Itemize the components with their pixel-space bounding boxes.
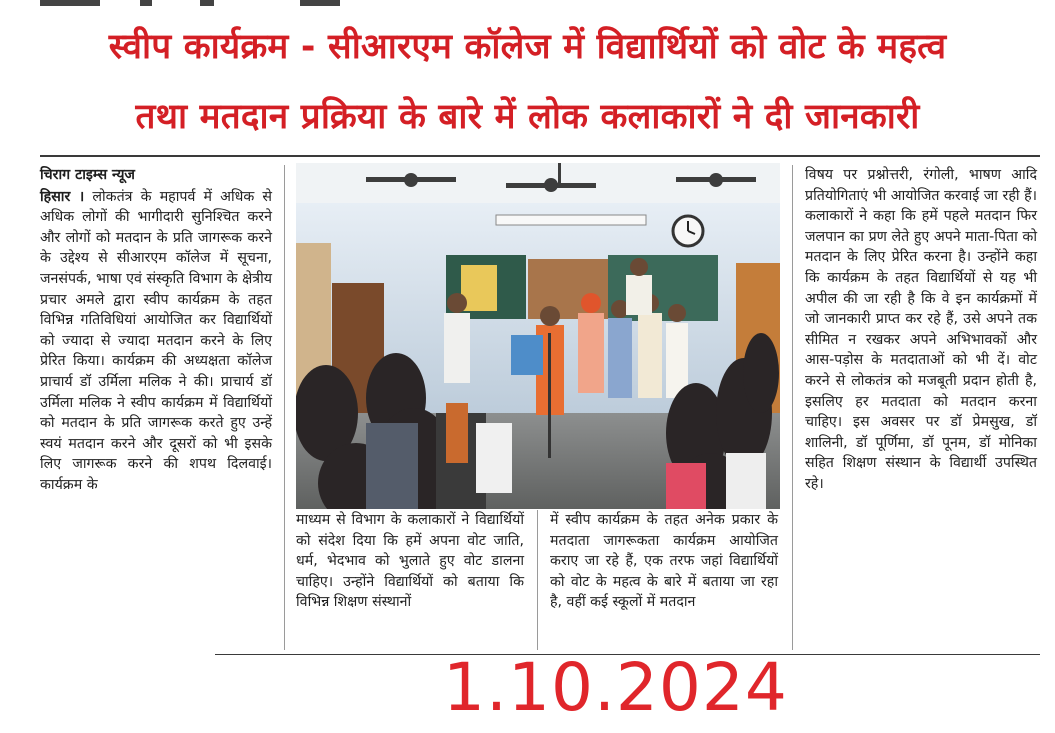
article-column-2 <box>296 510 524 613</box>
column-2-text: माध्यम से विभाग के कलाकारों ने विद्यार्थियों को संदेश दिया कि हमें अपना वोट जाति, धर्म, भेदभाव को भुलाते हुए वोट डालना चाहिए। उन्होंने विद्यार्थियों को बताया कि विभिन्न शिक्षण संस्थानों <box>296 512 524 611</box>
column-1-text: लोकतंत्र के महापर्व में अधिक से अधिक लोगों की भागीदारी सुनिश्चित करने और लोगों को मतदान के प्रति जागरूक करने के उद्देश्य से सीआरएम कॉलेज में सूचना, जनसंपर्क, भाषा एवं संस्कृति विभाग के क्षेत्रीय प्रचार अमले द्वारा स्वीप कार्यक्रम के तहत विभिन्न गतिविधियां आयोजित कर विद्यार्थियों को ज्यादा से ज्यादा मतदान करने के लिए प्रेरित किया। कार्यक्रम की अध्यक्षता कॉलेज प्राचार्य डॉ उर्मिला मलिक ने की। प्राचार्य डॉ उर्मिला मलिक ने स्वीप कार्यक्रम में विद्यार्थियों को मतदान के प्रति जागरूक करते हुए उन्हें स्वयं मतदान करने और दूसरों को भी इसके लिए जागरूक करने की शपथ दिलवाई। कार्यक्रम के <box>40 188 272 493</box>
article-column-3 <box>550 510 778 613</box>
byline: चिराग टाइम्स न्यूज <box>40 167 135 183</box>
headline-rule <box>40 155 1040 157</box>
column-divider <box>537 510 538 650</box>
column-divider <box>792 165 793 650</box>
publication-date: 1.10.2024 <box>443 649 788 726</box>
headline-line-1: स्वीप कार्यक्रम - सीआरएम कॉलेज में विद्यार्थियों को वोट के महत्व <box>108 27 947 67</box>
column-divider <box>284 165 285 650</box>
column-4-text: विषय पर प्रश्नोत्तरी, रंगोली, भाषण आदि प्रतियोगिताएं भी आयोजित करवाई जा रही हैं। कलाकारों ने कहा कि हमें पहले मतदान फिर जलपान का प्रण लेते हुए अपने माता-पिता को मतदान के लिए प्रेरित करना है। उन्होंने कहा कि कार्यक्रम के तहत विद्यार्थियों से यह भी अपील की जा रही है कि वे इन कार्यक्रमों में जो जानकारी प्राप्त कर रहे हैं, उसे अपने तक सीमित न रखकर अपने अभिभावकों और आस-पड़ोस के मतदाताओं को भी दें। वोट करने से लोकतंत्र को मजबूती प्रदान होती है, इसलिए हर मतदाता को मतदान करना चाहिए। इस अवसर पर डॉ प्रेमसुख, डॉ शालिनी, डॉ पूर्णिमा, डॉ पूनम, डॉ मोनिका सहित शिक्षण संस्थान के विद्यार्थी उपस्थित रहे। <box>805 167 1037 492</box>
headline-line-2: तथा मतदान प्रक्रिया के बारे में लोक कलाकारों ने दी जानकारी <box>135 97 920 137</box>
column-3-text: में स्वीप कार्यक्रम के तहत अनेक प्रकार के मतदाता जागरूकता कार्यक्रम आयोजित कराए जा रहे हैं, एक तरफ जहां विद्यार्थियों को वोट के महत्व के बारे में बताया जा रहा है, वहीं कई स्कूलों में मतदान <box>550 512 778 611</box>
article-column-4 <box>805 165 1037 495</box>
dateline-place: हिसार । <box>40 188 85 205</box>
article-column-1 <box>40 165 272 496</box>
event-photo <box>296 163 780 509</box>
cropped-previous-text <box>0 0 1055 8</box>
